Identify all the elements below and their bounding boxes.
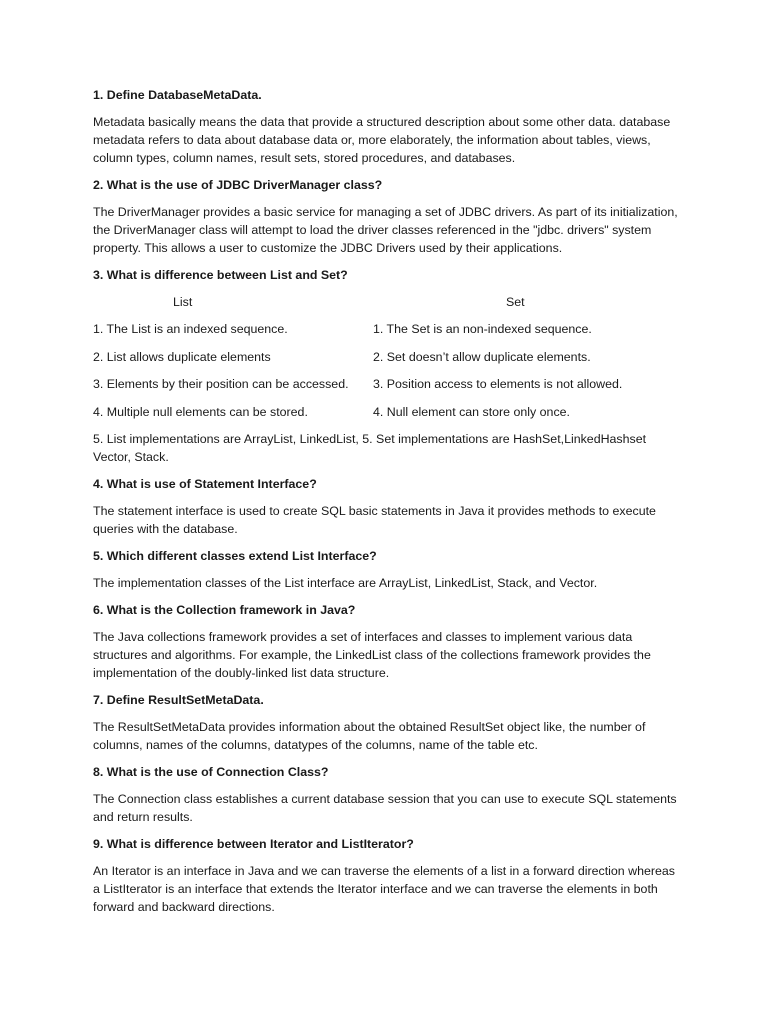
question-heading: 8. What is the use of Connection Class? bbox=[93, 765, 329, 779]
question-heading: 7. Define ResultSetMetaData. bbox=[93, 693, 264, 707]
question-heading: 5. Which different classes extend List Interface? bbox=[93, 549, 377, 563]
answer-paragraph: The ResultSetMetaData provides information about the obtained ResultSet object like, the number of columns, names of the columns, datatypes of the columns, name of the table etc. bbox=[93, 720, 646, 752]
list-column-header: List bbox=[173, 295, 193, 309]
comparison-row bbox=[93, 375, 683, 393]
comparison-row bbox=[93, 320, 683, 338]
answer-paragraph: The implementation classes of the List interface are ArrayList, LinkedList, Stack, and Vector. bbox=[93, 576, 598, 590]
document-body bbox=[93, 86, 683, 925]
list-vs-set-comparison bbox=[93, 293, 683, 466]
comparison-row bbox=[93, 348, 683, 366]
question-heading: 6. What is the Collection framework in Java? bbox=[93, 603, 356, 617]
answer-paragraph: The statement interface is used to create SQL basic statements in Java it provides methods to execute queries with the database. bbox=[93, 504, 656, 536]
answer-paragraph: The DriverManager provides a basic service for managing a set of JDBC drivers. As part of its initialization, the DriverManager class will attempt to load the driver classes referenced in the "jdbc. drivers" system property. This allows a user to customize the JDBC Drivers used by their applications. bbox=[93, 205, 678, 255]
set-column-header: Set bbox=[506, 295, 525, 309]
list-cell: 4. Multiple null elements can be stored. bbox=[93, 404, 308, 419]
set-cell: 1. The Set is an non-indexed sequence. bbox=[373, 322, 592, 336]
list-cell: 3. Elements by their position can be accessed. bbox=[93, 377, 349, 391]
comparison-row bbox=[93, 403, 683, 421]
comparison-last-row: 5. List implementations are ArrayList, LinkedList, 5. Set implementations are HashSet,LinkedHashset Vector, Stack. bbox=[93, 432, 647, 464]
set-cell: 4. Null element can store only once. bbox=[373, 404, 570, 419]
question-heading: 1. Define DatabaseMetaData. bbox=[93, 88, 262, 102]
question-heading: 9. What is difference between Iterator and ListIterator? bbox=[93, 837, 414, 851]
comparison-header bbox=[93, 293, 683, 311]
answer-paragraph: An Iterator is an interface in Java and we can traverse the elements of a list in a forward direction whereas a ListIterator is an interface that extends the Iterator interface and we can traverse the elements in both forward and backward directions. bbox=[93, 864, 675, 914]
answer-paragraph: Metadata basically means the data that provide a structured description about some other data. database metadata refers to data about database data or, more elaborately, the information about tables, views, column types, column names, result sets, stored procedures, and databases. bbox=[93, 115, 671, 165]
question-heading: 2. What is the use of JDBC DriverManager class? bbox=[93, 178, 383, 192]
set-cell: 2. Set doesn’t allow duplicate elements. bbox=[373, 349, 591, 364]
list-cell: 2. List allows duplicate elements bbox=[93, 349, 271, 364]
answer-paragraph: The Java collections framework provides a set of interfaces and classes to implement various data structures and algorithms. For example, the LinkedList class of the collections framework provides the implementation of the doubly-linked list data structure. bbox=[93, 630, 651, 680]
question-heading: 4. What is use of Statement Interface? bbox=[93, 477, 317, 491]
answer-paragraph: The Connection class establishes a current database session that you can use to execute SQL statements and return results. bbox=[93, 792, 677, 824]
set-cell: 3. Position access to elements is not allowed. bbox=[373, 377, 623, 391]
list-cell: 1. The List is an indexed sequence. bbox=[93, 322, 288, 336]
question-heading: 3. What is difference between List and Set? bbox=[93, 268, 348, 282]
